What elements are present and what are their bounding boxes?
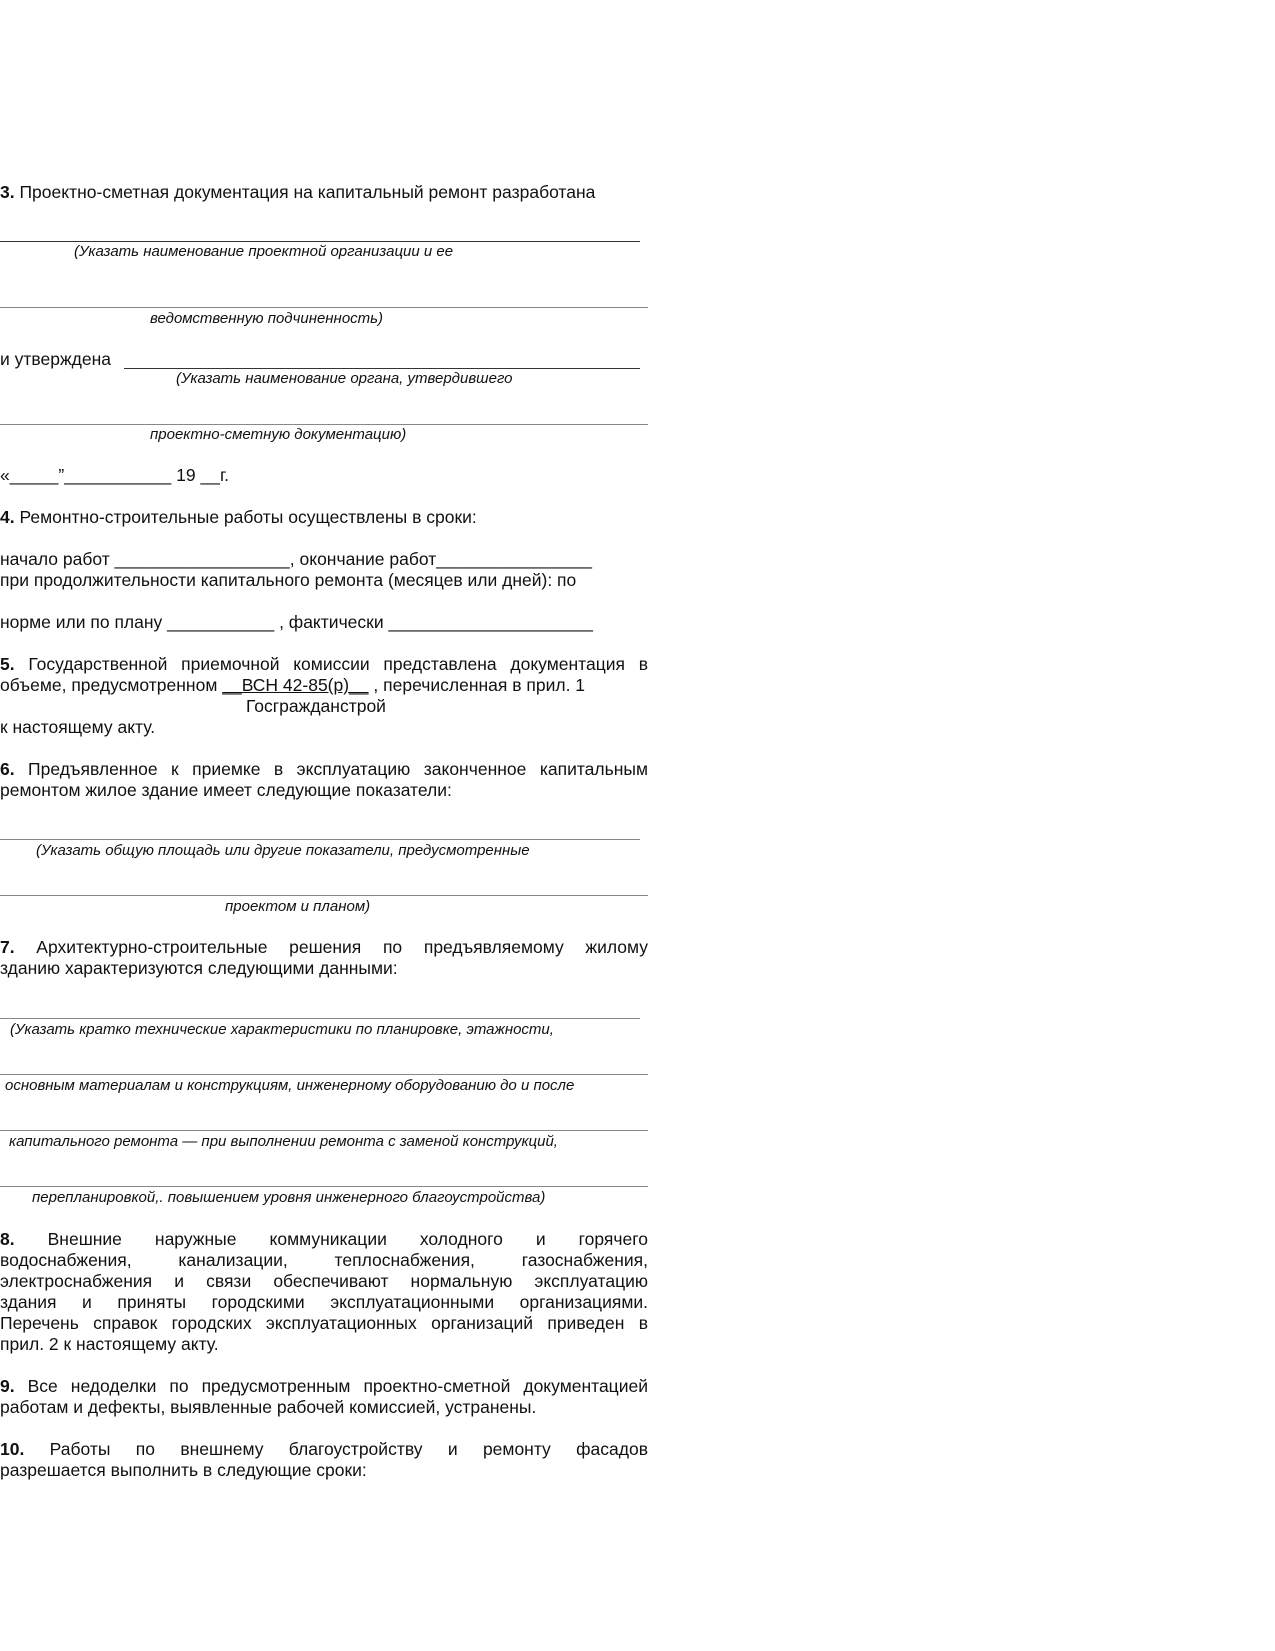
standard-org: Госгражданстрой bbox=[246, 696, 386, 716]
caption-arch-3: капитального ремонта — при выполнении ремонта с заменой конструкций, bbox=[9, 1133, 558, 1150]
section-6-line-1: 6. Предъявленное к приемке в эксплуатацию законченное капитальным bbox=[0, 759, 648, 779]
section-10-line-1: 10. Работы по внешнему благоустройству и ремонту фасадов bbox=[0, 1439, 648, 1459]
caption-project-plan: проектом и планом) bbox=[225, 898, 371, 915]
section-9-line-1: 9. Все недоделки по предусмотренным проектно-сметной документацией bbox=[0, 1376, 648, 1396]
fill-line-indicators[interactable] bbox=[0, 839, 640, 840]
work-dates-line[interactable]: начало работ __________________, окончание работ________________ bbox=[0, 549, 592, 569]
section-9-line-2: работам и дефекты, выявленные рабочей комиссией, устранены. bbox=[0, 1397, 537, 1417]
caption-indicators: (Указать общую площадь или другие показатели, предусмотренные bbox=[36, 842, 530, 859]
section-8-line-1: 8. Внешние наружные коммуникации холодного и горячего bbox=[0, 1229, 648, 1249]
fill-line-subordination[interactable] bbox=[0, 307, 648, 308]
standard-code: __ВСН 42-85(р)__ bbox=[222, 675, 369, 695]
section-6-line-2: ремонтом жилое здание имеет следующие показатели: bbox=[0, 780, 452, 800]
plan-actual-line[interactable]: норме или по плану ___________ , фактически _____________________ bbox=[0, 612, 593, 632]
section-3-heading: 3. Проектно-сметная документация на капитальный ремонт разработана bbox=[0, 182, 596, 202]
caption-arch-1: (Указать кратко технические характеристики по планировке, этажности, bbox=[10, 1021, 554, 1038]
section-8-line-4: здания и приняты городскими эксплуатационными организациями. bbox=[0, 1292, 648, 1312]
section-7-line-1: 7. Архитектурно-строительные решения по предъявляемому жилому bbox=[0, 937, 648, 957]
section-10-line-2: разрешается выполнить в следующие сроки: bbox=[0, 1460, 367, 1480]
fill-line-indicators-2[interactable] bbox=[0, 895, 648, 896]
section-4-heading: 4. Ремонтно-строительные работы осуществлены в сроки: bbox=[0, 507, 477, 527]
fill-line-arch-3[interactable] bbox=[0, 1130, 648, 1131]
caption-approving-body: (Указать наименование органа, утвердившего bbox=[176, 370, 513, 387]
fill-line-arch-4[interactable] bbox=[0, 1186, 648, 1187]
approved-by-line: и утверждена bbox=[0, 349, 112, 369]
approval-date-line[interactable]: «_____”___________ 19 __г. bbox=[0, 465, 230, 485]
fill-line-approving-body-2[interactable] bbox=[0, 424, 648, 425]
section-5-line-3: к настоящему акту. bbox=[0, 717, 156, 737]
duration-line: при продолжительности капитального ремонта (месяцев или дней): по bbox=[0, 570, 577, 590]
section-8-line-2: водоснабжения, канализации, теплоснабжения, газоснабжения, bbox=[0, 1250, 648, 1270]
fill-line-arch-2[interactable] bbox=[0, 1074, 648, 1075]
caption-arch-4: перепланировкой,. повышением уровня инженерного благоустройства) bbox=[32, 1189, 546, 1206]
section-5-line-2: объеме, предусмотренном __ВСН 42-85(р)__ , перечисленная в прил. 1 bbox=[0, 675, 586, 695]
section-5-line-1: 5. Государственной приемочной комиссии представлена документация в bbox=[0, 654, 648, 674]
caption-arch-2: основным материалам и конструкциям, инженерному оборудованию до и после bbox=[5, 1077, 575, 1094]
section-8-line-3: электроснабжения и связи обеспечивают нормальную эксплуатацию bbox=[0, 1271, 648, 1291]
section-7-line-2: зданию характеризуются следующими данными: bbox=[0, 958, 398, 978]
caption-subordination: ведомственную подчиненность) bbox=[150, 310, 384, 327]
caption-psd: проектно-сметную документацию) bbox=[150, 426, 407, 443]
fill-line-project-org[interactable] bbox=[0, 241, 640, 242]
caption-project-org: (Указать наименование проектной организации и ее bbox=[74, 243, 454, 260]
fill-line-arch-1[interactable] bbox=[0, 1018, 640, 1019]
fill-line-approving-body[interactable] bbox=[124, 368, 640, 369]
section-8-line-6: прил. 2 к настоящему акту. bbox=[0, 1334, 219, 1354]
section-8-line-5: Перечень справок городских эксплуатационных организаций приведен в bbox=[0, 1313, 648, 1333]
